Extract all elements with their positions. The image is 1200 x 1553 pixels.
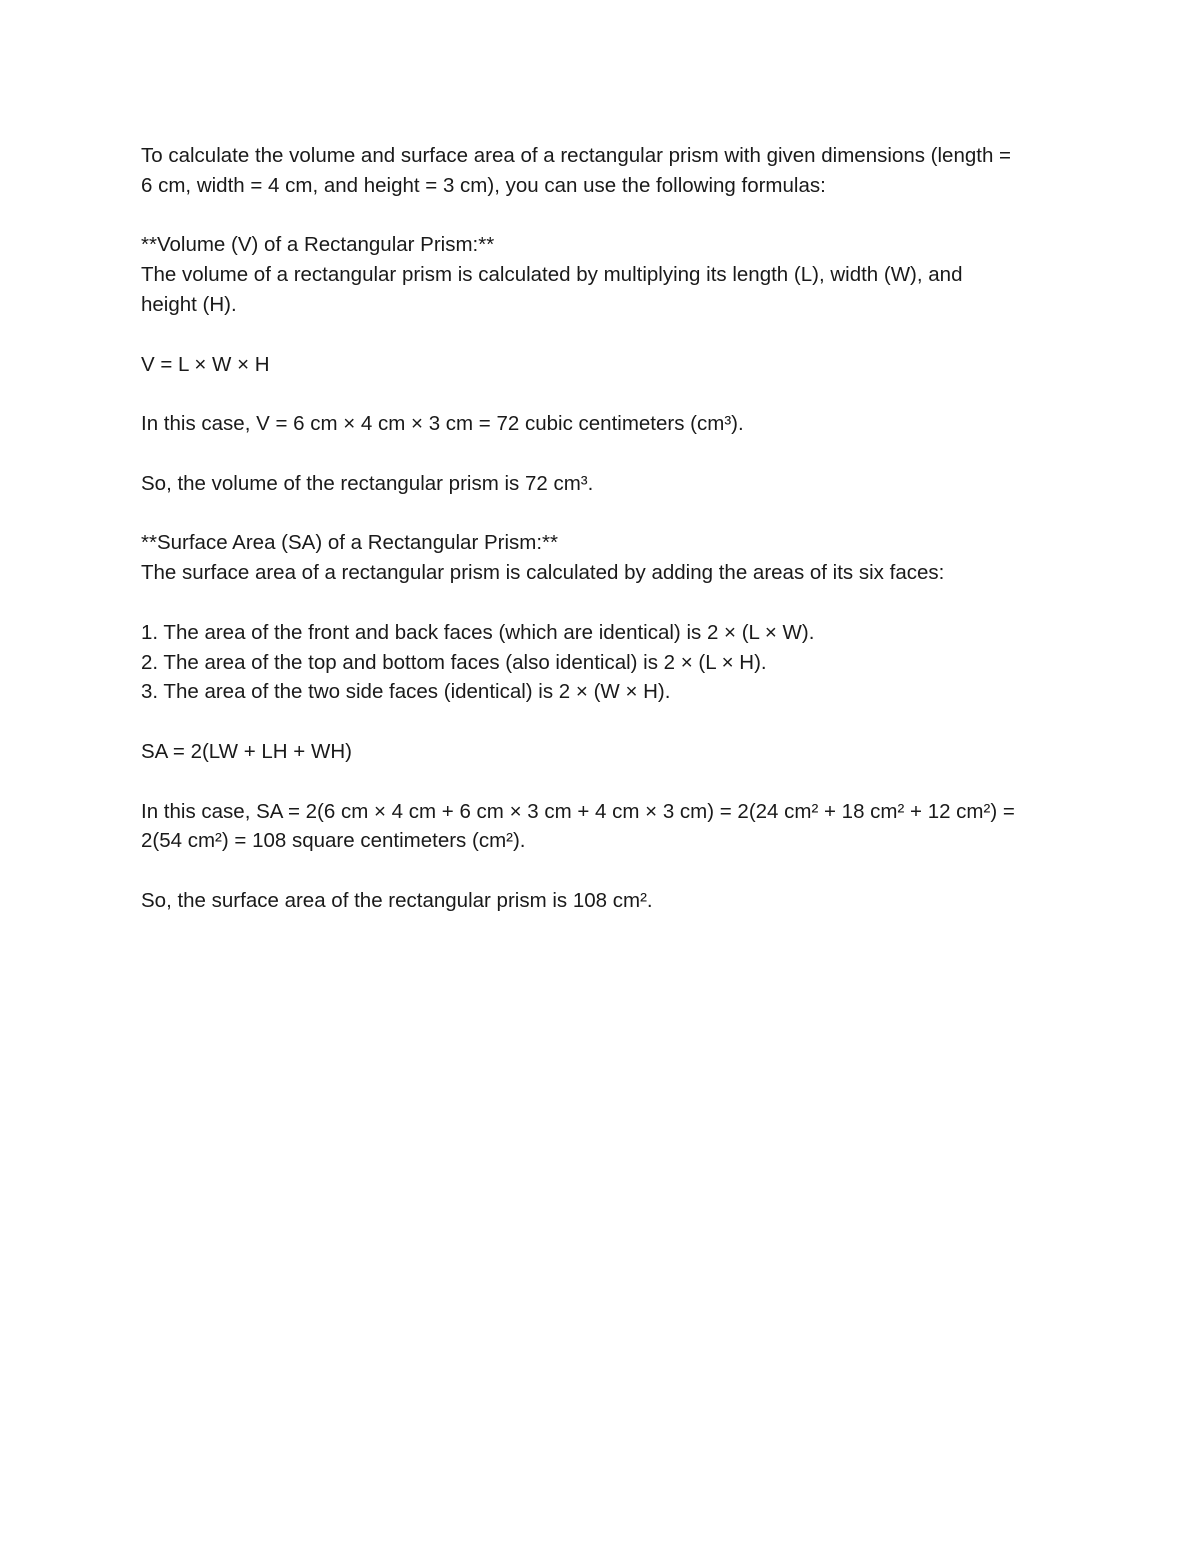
spacer [141,499,1071,529]
list-item: 1. The area of the front and back faces (which are identical) is 2 × (L × W). [141,620,815,644]
spacer [141,856,1071,886]
document-body [141,141,1071,916]
volume-description-line-1: The volume of a rectangular prism is calculated by multiplying its length (L), width (W), and [141,263,963,287]
spacer [141,767,1071,797]
list-item: 3. The area of the two side faces (identical) is 2 × (W × H). [141,680,671,704]
spacer [141,588,1071,618]
intro-line-1: To calculate the volume and surface area of a rectangular prism with given dimensions (length = [141,144,1012,167]
volume-description-line-2: height (H). [141,292,237,316]
intro-line-2: 6 cm, width = 4 cm, and height = 3 cm), you can use the following formulas: [141,173,826,197]
volume-formula: V = L × W × H [141,352,270,376]
spacer [141,320,1071,350]
spacer [141,707,1071,737]
list-item: 2. The area of the top and bottom faces (also identical) is 2 × (L × H). [141,650,767,674]
surface-area-heading: **Surface Area (SA) of a Rectangular Prism:** [141,531,559,555]
surface-area-conclusion: So, the surface area of the rectangular prism is 108 cm². [141,888,653,912]
surface-area-calculation-line-2: 2(54 cm²) = 108 square centimeters (cm²). [141,829,526,853]
volume-heading: **Volume (V) of a Rectangular Prism:** [141,233,495,257]
volume-calculation: In this case, V = 6 cm × 4 cm × 3 cm = 72 cubic centimeters (cm³). [141,412,744,436]
spacer [141,379,1071,409]
spacer [141,439,1071,469]
surface-area-formula: SA = 2(LW + LH + WH) [141,739,352,763]
volume-conclusion: So, the volume of the rectangular prism is 72 cm³. [141,471,594,495]
surface-area-calculation-line-1: In this case, SA = 2(6 cm × 4 cm + 6 cm × 3 cm + 4 cm × 3 cm) = 2(24 cm² + 18 cm² + 12 cm²) = [141,799,1015,823]
surface-area-description: The surface area of a rectangular prism is calculated by adding the areas of its six faces: [141,561,945,585]
spacer [141,201,1071,231]
